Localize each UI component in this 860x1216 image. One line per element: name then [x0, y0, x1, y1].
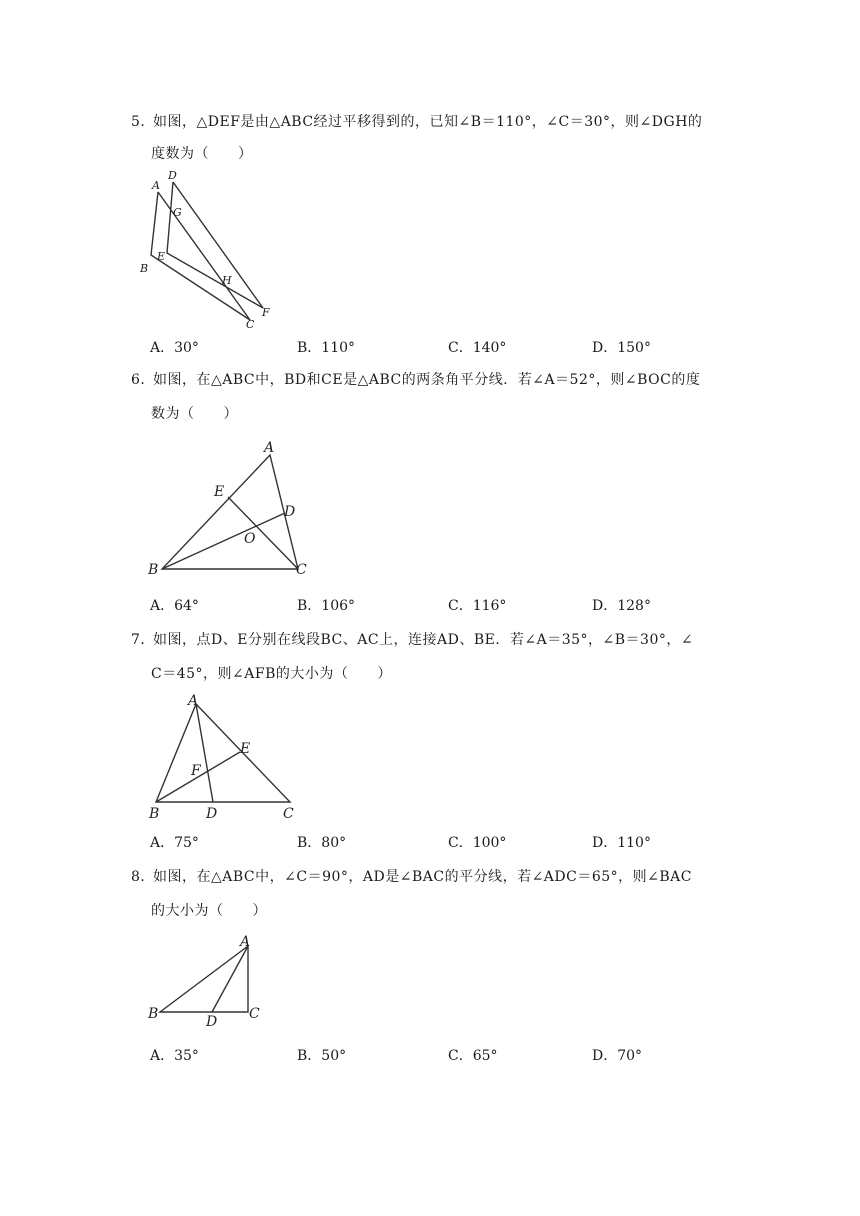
point-label: A — [188, 693, 199, 709]
point-label: O — [244, 531, 256, 547]
question-text-line: 如图，在△ABC中，∠C＝90°，AD是∠BAC的平分线，若∠ADC＝65°，则∠BAC — [153, 869, 693, 885]
figure-translated-triangles — [130, 168, 290, 338]
figure-right-triangle — [140, 930, 280, 1030]
question-text-line: 如图，△DEF是由△ABC经过平移得到的，已知∠B＝110°，∠C＝30°，则∠DGH的 — [153, 114, 703, 130]
option-b: B．80° — [297, 835, 347, 851]
option-b: B．106° — [297, 598, 356, 614]
option-c: C．100° — [448, 835, 507, 851]
option-d: D．150° — [592, 340, 651, 356]
point-label: H — [222, 274, 232, 287]
point-label: B — [140, 262, 149, 275]
question-text-line: 如图，在△ABC中，BD和CE是△ABC的两条角平分线．若∠A＝52°，则∠BOC的度 — [153, 372, 701, 388]
triangle-abc — [151, 192, 250, 320]
option-d: D．70° — [592, 1048, 643, 1064]
option-b: B．110° — [297, 340, 356, 356]
figure-intersecting-segments — [140, 690, 310, 825]
question-text-line: 数为（ ） — [151, 406, 238, 422]
question-number: 8． — [131, 869, 155, 885]
point-label: D — [206, 806, 218, 822]
option-a: A．30° — [150, 340, 199, 356]
question-text-line: 的大小为（ ） — [151, 903, 267, 919]
point-label: C — [283, 806, 294, 822]
bisector-bd — [162, 513, 285, 569]
triangle-def — [167, 182, 263, 308]
point-label: F — [191, 763, 201, 779]
point-label: C — [246, 318, 255, 331]
point-label: G — [173, 206, 182, 219]
point-label: D — [206, 1014, 218, 1030]
question-number: 6． — [131, 372, 155, 388]
point-label: E — [214, 484, 225, 500]
option-a: A．35° — [150, 1048, 199, 1064]
point-label: B — [148, 562, 159, 578]
question-text-line: 如图，点D、E分别在线段BC、AC上，连接AD、BE．若∠A＝35°，∠B＝30°，∠ — [153, 632, 694, 648]
option-d: D．128° — [592, 598, 651, 614]
point-label: D — [168, 169, 177, 182]
question-text-line: C＝45°，则∠AFB的大小为（ ） — [151, 666, 392, 682]
point-label: E — [157, 250, 166, 263]
point-label: F — [262, 306, 270, 319]
point-label: C — [249, 1006, 260, 1022]
bisector-ad — [212, 946, 248, 1012]
point-label: C — [296, 562, 307, 578]
point-label: B — [149, 806, 160, 822]
option-c: C．140° — [448, 340, 507, 356]
question-number: 7． — [131, 632, 155, 648]
point-label: B — [148, 1006, 159, 1022]
option-b: B．50° — [297, 1048, 347, 1064]
point-label: A — [240, 934, 251, 950]
question-number: 5． — [131, 114, 155, 130]
question-text-line: 度数为（ ） — [151, 146, 253, 162]
point-label: E — [240, 741, 251, 757]
option-a: A．75° — [150, 835, 199, 851]
option-c: C．116° — [448, 598, 507, 614]
option-d: D．110° — [592, 835, 651, 851]
point-label: D — [284, 504, 296, 520]
triangle-abc — [162, 455, 298, 569]
option-a: A．64° — [150, 598, 199, 614]
point-label: A — [152, 179, 160, 192]
triangle-abc — [156, 704, 290, 802]
option-c: C．65° — [448, 1048, 498, 1064]
figure-angle-bisectors — [140, 435, 320, 585]
point-label: A — [264, 440, 275, 456]
triangle-abc — [160, 946, 248, 1012]
